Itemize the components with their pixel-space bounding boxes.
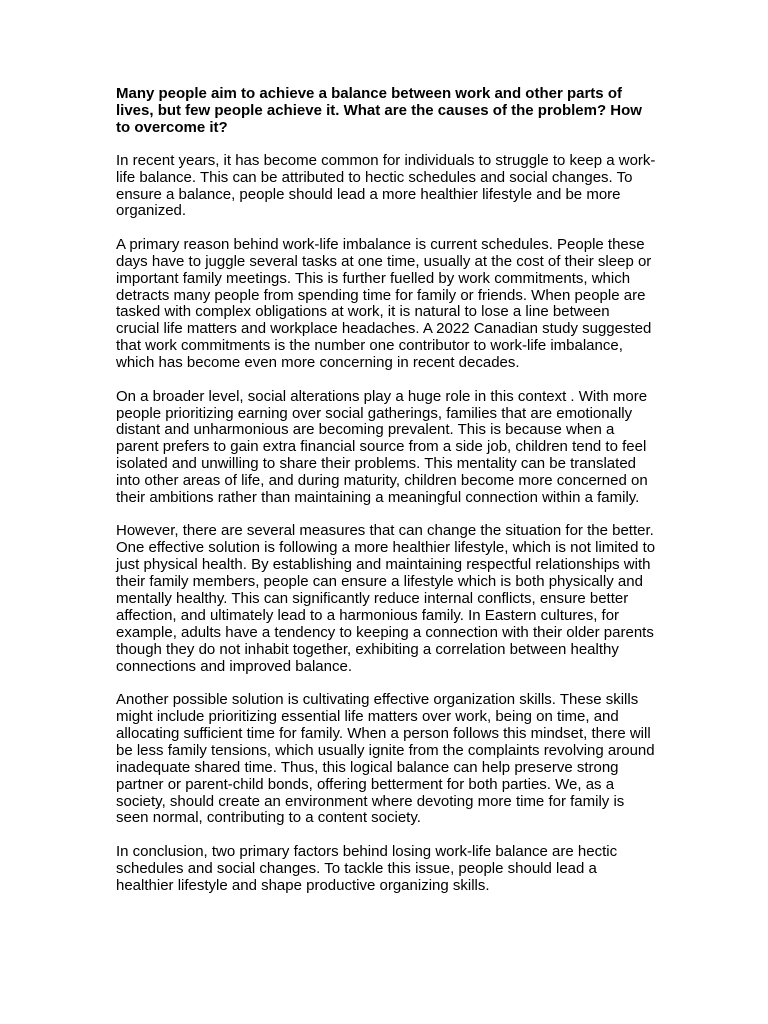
paragraph-solution-lifestyle: However, there are several measures that can change the situation for the better. One effective solution is following a more healthier lifestyle, which is not limited to just physical health. By establishing and maintaining respectful relationships with their family members, people can ensure a lifestyle which is both physically and mentally healthy. This can significantly reduce internal conflicts, ensure better affection, and ultimately lead to a harmonious family. In Eastern cultures, for example, adults have a tendency to keeping a connection with their older parents though they do not inhabit together, exhibiting a correlation between healthy connections and improved balance. bbox=[116, 522, 656, 675]
paragraph-conclusion: In conclusion, two primary factors behind losing work-life balance are hectic schedules and social changes. To tackle this issue, people should lead a healthier lifestyle and shape productive organizing skills. bbox=[116, 842, 618, 894]
paragraph-cause-social: On a broader level, social alterations play a huge role in this context . With more people prioritizing earning over social gatherings, families that are emotionally distant and unharmonious are becoming prevalent. This is because when a parent prefers to gain extra financial source from a side job, children tend to feel isolated and unwilling to share their problems. This mentality can be translated into other areas of life, and during maturity, children become more concerned on their ambitions rather than maintaining a meaningful connection within a family. bbox=[116, 387, 648, 507]
paragraph-cause-schedules: A primary reason behind work-life imbalance is current schedules. People these days have to juggle several tasks at one time, usually at the cost of their sleep or important family meetings. This is further fuelled by work commitments, which detracts many people from spending time for family or friends. When people are tasked with complex obligations at work, it is natural to lose a line between crucial life matters and workplace headaches. A 2022 Canadian study suggested that work commitments is the number one contributor to work-life imbalance, which has become even more concerning in recent decades. bbox=[116, 235, 652, 372]
paragraph-solution-organization: Another possible solution is cultivating effective organization skills. These skills might include prioritizing essential life matters over work, being on time, and allocating sufficient time for family. When a person follows this mindset, there will be less family tensions, which usually ignite from the complaints revolving around inadequate shared time. Thus, this logical balance can help preserve strong partner or parent-child bonds, offering betterment for both parties. We, as a society, should create an environment where devoting more time for family is seen normal, contributing to a content society. bbox=[116, 691, 655, 827]
paragraph-introduction: In recent years, it has become common for individuals to struggle to keep a work-life balance. This can be attributed to hectic schedules and social changes. To ensure a balance, people should lead a more healthier lifestyle and be more organized. bbox=[116, 151, 656, 220]
essay-body bbox=[116, 86, 656, 911]
essay-question: Many people aim to achieve a balance between work and other parts of lives, but few people achieve it. What are the causes of the problem? How to overcome it? bbox=[116, 85, 642, 136]
